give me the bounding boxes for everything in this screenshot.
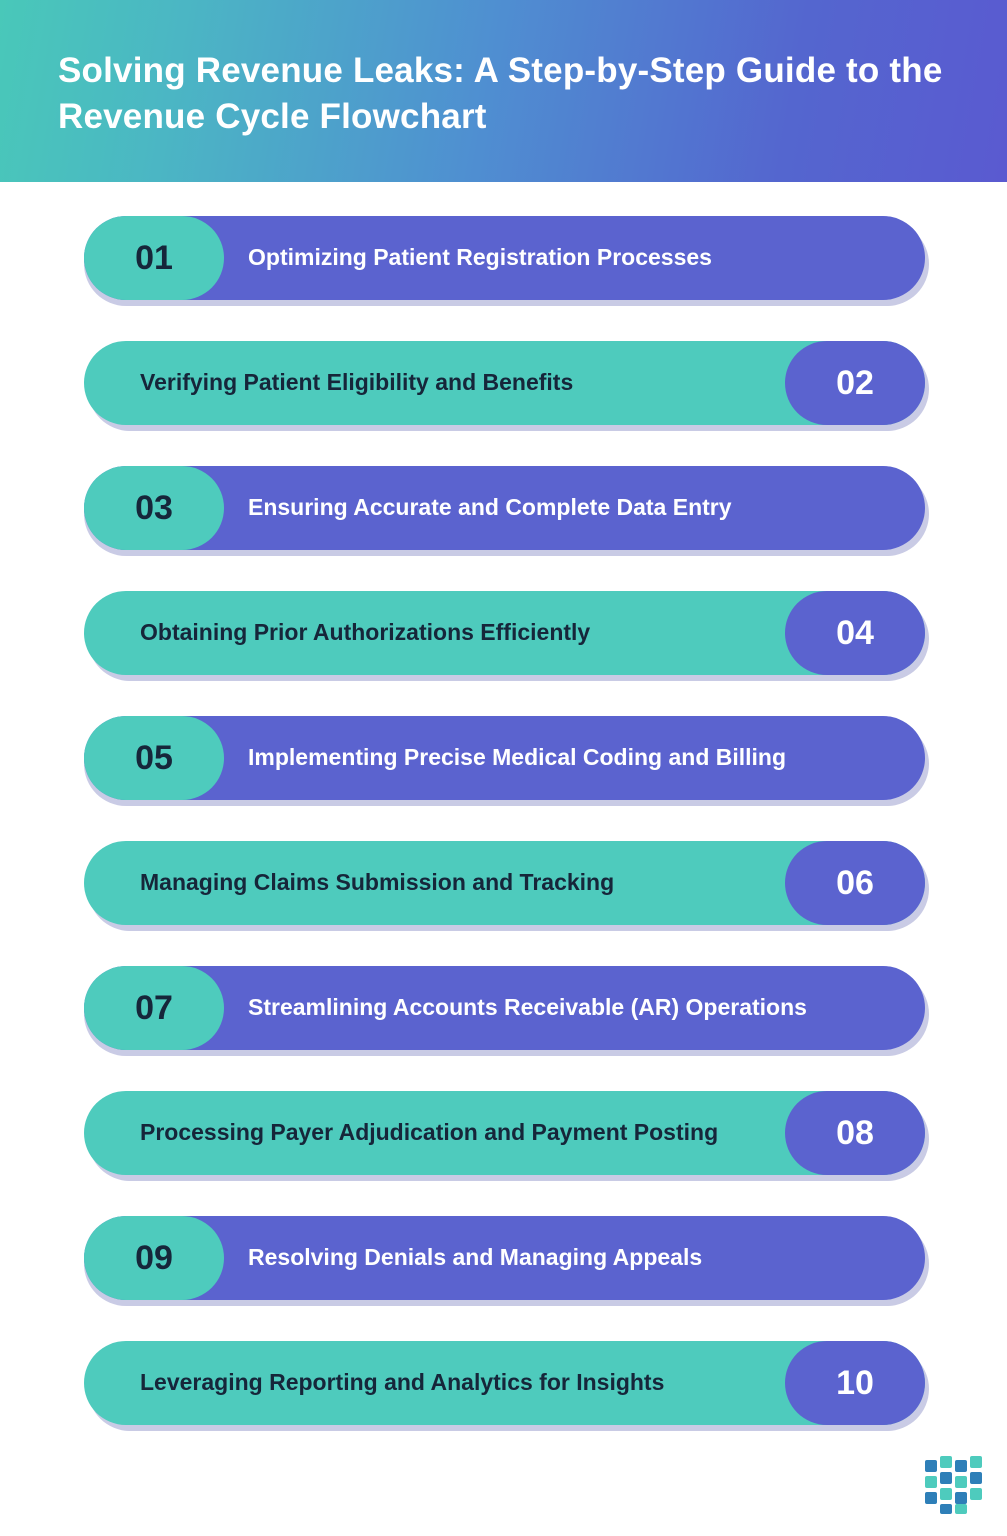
step-label: Obtaining Prior Authorizations Efficiently [140,619,591,646]
step-item-01 [0,200,1007,310]
step-label: Verifying Patient Eligibility and Benefits [140,369,574,396]
step-number-badge: 10 [785,1341,925,1425]
step-label: Ensuring Accurate and Complete Data Entry [248,494,732,521]
step-label: Streamlining Accounts Receivable (AR) Operations [248,994,807,1021]
step-item-04 [0,575,1007,685]
steps-list [0,200,1007,1450]
step-number-badge: 02 [785,341,925,425]
header-banner [0,0,1007,182]
step-number-badge: 07 [84,966,224,1050]
step-item-02 [0,325,1007,435]
page-title: Solving Revenue Leaks: A Step-by-Step Guide to the Revenue Cycle Flowchart [58,51,943,137]
step-item-08 [0,1075,1007,1185]
step-item-09 [0,1200,1007,1310]
step-number-badge: 08 [785,1091,925,1175]
step-label: Leveraging Reporting and Analytics for Insights [140,1369,665,1396]
step-label: Managing Claims Submission and Tracking [140,869,615,896]
step-item-03 [0,450,1007,560]
company-logo-icon [923,1454,985,1516]
step-number-badge: 04 [785,591,925,675]
step-item-05 [0,700,1007,810]
step-item-06 [0,825,1007,935]
step-item-10 [0,1325,1007,1435]
step-label: Optimizing Patient Registration Processes [248,244,712,271]
step-number-badge: 01 [84,216,224,300]
step-label: Resolving Denials and Managing Appeals [248,1244,703,1271]
step-number-badge: 03 [84,466,224,550]
step-number-badge: 09 [84,1216,224,1300]
step-label: Implementing Precise Medical Coding and Billing [248,744,787,771]
step-number-badge: 06 [785,841,925,925]
step-label: Processing Payer Adjudication and Payment Posting [140,1119,719,1146]
step-number-badge: 05 [84,716,224,800]
step-item-07 [0,950,1007,1060]
